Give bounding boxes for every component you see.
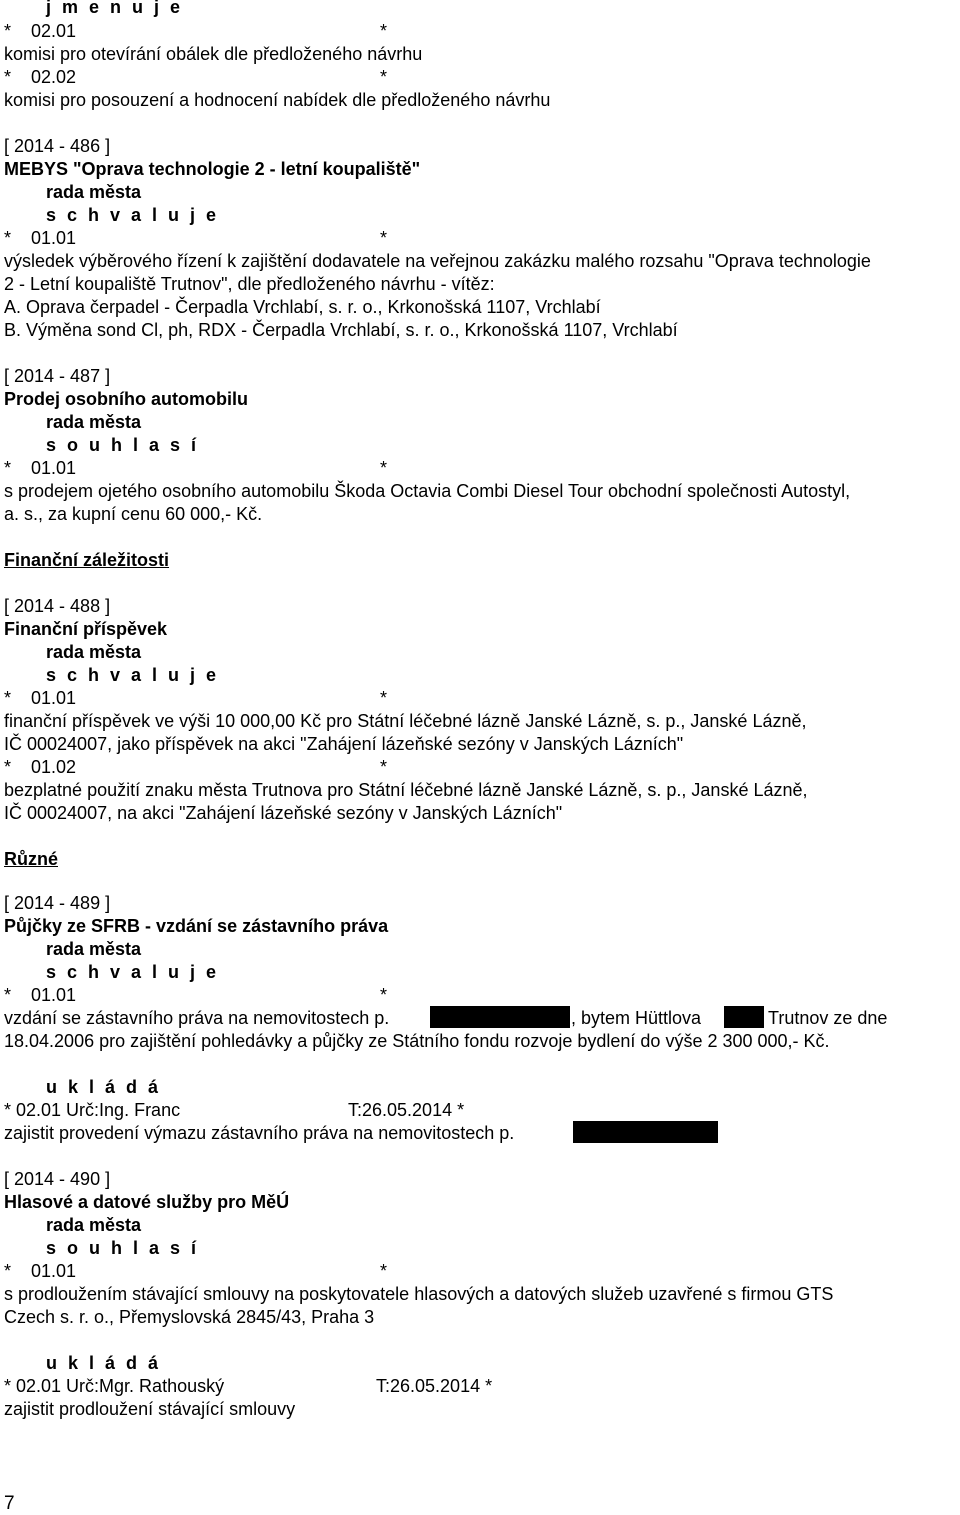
point-star: * [380, 228, 388, 248]
task-line: * 02.01 Urč:Mgr. Rathouský [4, 1376, 225, 1396]
resolution-verb: s c h v a l u j e [46, 205, 220, 225]
task-deadline: T:26.05.2014 * [348, 1100, 465, 1120]
resolution-title: Finanční příspěvek [4, 619, 168, 639]
point-number: * 01.02 [4, 757, 77, 777]
task-line: * 02.01 Urč:Ing. Franc [4, 1100, 181, 1120]
resolution-ref: [ 2014 - 488 ] [4, 596, 111, 616]
point-text: s prodloužením stávající smlouvy na poskytovatele hlasových a datových služeb uzavřené s firmou GTS [4, 1284, 834, 1304]
point-text: 18.04.2006 pro zajištění pohledávky a půjčky ze Státního fondu rozvoje bydlení do výše 2 300 000,- Kč. [4, 1031, 830, 1051]
resolution-body: rada města [46, 1215, 142, 1235]
resolution-title: Půjčky ze SFRB - vzdání se zástavního práva [4, 916, 389, 936]
point-text: výsledek výběrového řízení k zajištění dodavatele na veřejnou zakázku malého rozsahu "Oprava technologie [4, 251, 871, 271]
point-star: * [380, 757, 388, 777]
resolution-verb: j m e n u j e [46, 0, 184, 17]
resolution-ref: [ 2014 - 489 ] [4, 893, 111, 913]
point-text: finanční příspěvek ve výši 10 000,00 Kč pro Státní léčebné lázně Janské Lázně, s. p., Janské Lázně, [4, 711, 807, 731]
resolution-ref: [ 2014 - 490 ] [4, 1169, 111, 1189]
resolution-body: rada města [46, 182, 142, 202]
task-text: zajistit prodloužení stávající smlouvy [4, 1399, 296, 1419]
task-text: zajistit provedení výmazu zástavního práva na nemovitostech p. [4, 1123, 515, 1143]
point-text: bezplatné použití znaku města Trutnova pro Státní léčebné lázně Janské Lázně, s. p., Janské Lázně, [4, 780, 808, 800]
task-verb: u k l á d á [46, 1353, 162, 1373]
resolution-verb: s c h v a l u j e [46, 962, 220, 982]
resolution-verb: s o u h l a s í [46, 435, 200, 455]
point-text: a. s., za kupní cenu 60 000,- Kč. [4, 504, 263, 524]
point-text: komisi pro posouzení a hodnocení nabídek dle předloženého návrhu [4, 90, 551, 110]
point-star: * [380, 458, 388, 478]
point-star: * [380, 21, 388, 41]
redacted-block [430, 1006, 570, 1028]
redacted-block [573, 1121, 718, 1143]
point-star: * [380, 1261, 388, 1281]
point-text: IČ 00024007, jako příspěvek na akci "Zahájení lázeňské sezóny v Janských Lázních" [4, 734, 684, 754]
resolution-verb: s c h v a l u j e [46, 665, 220, 685]
section-heading: Finanční záležitosti [4, 550, 170, 570]
point-text: komisi pro otevírání obálek dle předloženého návrhu [4, 44, 423, 64]
point-text: , bytem Hüttlova [571, 1008, 702, 1028]
resolution-title: MEBYS "Oprava technologie 2 - letní koupaliště" [4, 159, 421, 179]
resolution-ref: [ 2014 - 487 ] [4, 366, 111, 386]
page-number: 7 [4, 1493, 15, 1514]
resolution-ref: [ 2014 - 486 ] [4, 136, 111, 156]
point-text: Czech s. r. o., Přemyslovská 2845/43, Praha 3 [4, 1307, 375, 1327]
resolution-body: rada města [46, 939, 142, 959]
point-text: s prodejem ojetého osobního automobilu Škoda Octavia Combi Diesel Tour obchodní společnosti Autostyl, [4, 481, 851, 501]
point-text: B. Výměna sond Cl, ph, RDX - Čerpadla Vrchlabí, s. r. o., Krkonošská 1107, Vrchlabí [4, 320, 678, 340]
task-deadline: T:26.05.2014 * [376, 1376, 493, 1396]
point-number: * 01.01 [4, 228, 77, 248]
redacted-block [724, 1006, 764, 1028]
resolution-body: rada města [46, 642, 142, 662]
resolution-title: Prodej osobního automobilu [4, 389, 248, 409]
point-number: * 02.02 [4, 67, 77, 87]
point-number: * 01.01 [4, 1261, 77, 1281]
resolution-title: Hlasové a datové služby pro MěÚ [4, 1192, 290, 1212]
task-verb: u k l á d á [46, 1077, 162, 1097]
point-text: IČ 00024007, na akci "Zahájení lázeňské sezóny v Janských Lázních" [4, 803, 563, 823]
point-number: * 02.01 [4, 21, 77, 41]
resolution-verb: s o u h l a s í [46, 1238, 200, 1258]
point-number: * 01.01 [4, 458, 77, 478]
point-star: * [380, 67, 388, 87]
point-number: * 01.01 [4, 688, 77, 708]
point-text: A. Oprava čerpadel - Čerpadla Vrchlabí, s. r. o., Krkonošská 1107, Vrchlabí [4, 297, 601, 317]
point-text: vzdání se zástavního práva na nemovitostech p. [4, 1008, 390, 1028]
point-text: 2 - Letní koupaliště Trutnov", dle předloženého návrhu - vítěz: [4, 274, 495, 294]
section-heading: Různé [4, 849, 58, 869]
resolution-body: rada města [46, 412, 142, 432]
point-text: Trutnov ze dne [768, 1008, 888, 1028]
point-star: * [380, 688, 388, 708]
point-number: * 01.01 [4, 985, 77, 1005]
point-star: * [380, 985, 388, 1005]
